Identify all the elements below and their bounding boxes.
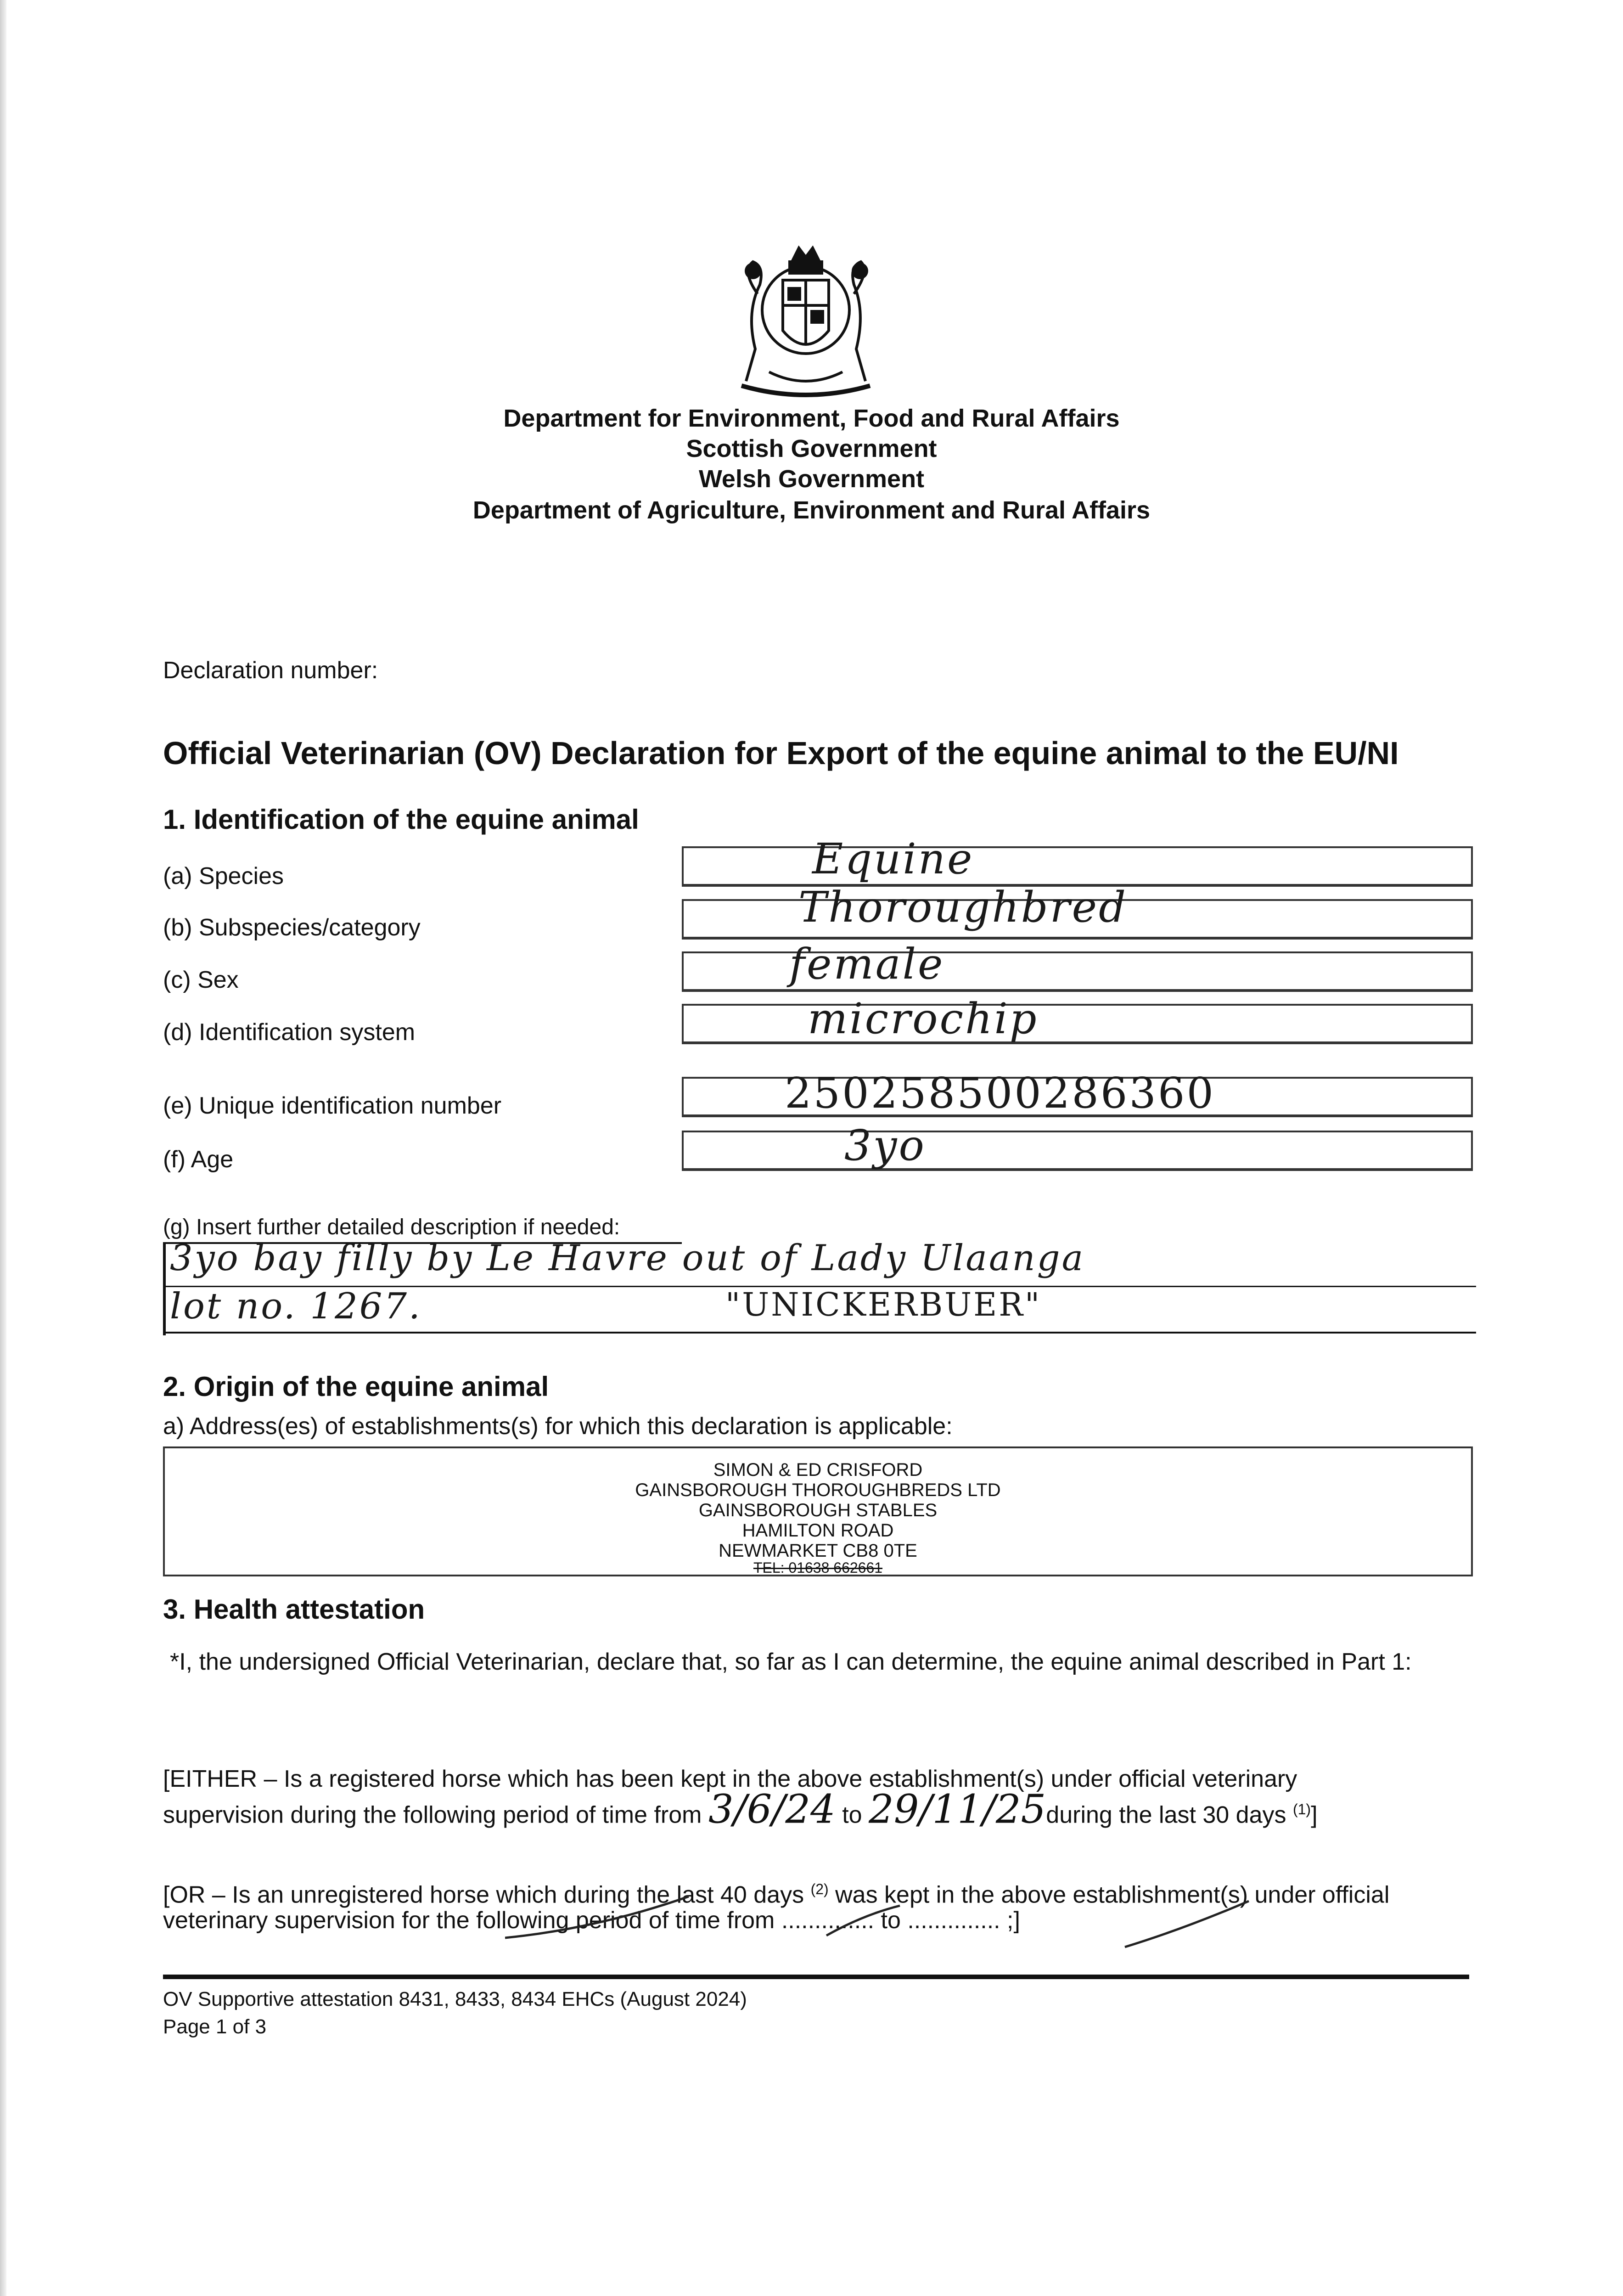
stamp-line: HAMILTON ROAD [742, 1520, 894, 1541]
subspecies-field[interactable] [682, 883, 1473, 940]
either-to-date: 29/11/25 [869, 1786, 1046, 1833]
attestation-intro: *I, the undersigned Official Veterinarian, declare that, so far as I can determine, the equine animal described in Part 1: [170, 1649, 1412, 1675]
unique-id-value: 250258500286360 [785, 1069, 1215, 1118]
either-text-a: supervision during the following period of time from [163, 1801, 702, 1829]
dept-scottish-government: Scottish Government [686, 435, 937, 462]
stamp-line: SIMON & ED CRISFORD [713, 1460, 923, 1480]
horse-name: "UNICKERBUER" [725, 1286, 1042, 1323]
further-description-line-2: lot no. 1267. [170, 1286, 422, 1327]
identification-system-label: (d) Identification system [163, 1019, 416, 1046]
section-1-heading: 1. Identification of the equine animal [163, 804, 639, 835]
royal-coat-of-arms-icon [714, 243, 898, 404]
section-3-heading: 3. Health attestation [163, 1594, 425, 1625]
unique-id-label: (e) Unique identification number [163, 1092, 502, 1119]
pen-strikethrough [505, 1878, 1515, 1952]
subspecies-value: Thoroughbred [798, 883, 1128, 932]
establishment-address-box [163, 1446, 1473, 1576]
either-close: ] [1311, 1801, 1318, 1829]
dept-welsh-government: Welsh Government [698, 465, 925, 493]
or-text-a: [OR – Is an unregistered horse which during the last 40 days [163, 1881, 804, 1908]
divider [163, 1332, 1476, 1334]
further-description-label: (g) Insert further detailed description if needed: [163, 1215, 620, 1239]
footer-rule [163, 1975, 1469, 1979]
identification-system-field[interactable] [682, 994, 1473, 1044]
species-label: (a) Species [163, 863, 284, 889]
footnote-2: (2) [810, 1881, 829, 1897]
either-line-2 [163, 1786, 1318, 1833]
unique-id-field[interactable] [682, 1069, 1473, 1118]
declaration-number-label: Declaration number: [163, 657, 378, 684]
age-value: 3yo [844, 1121, 926, 1170]
stamp-line: GAINSBOROUGH THOROUGHBREDS LTD [635, 1480, 1001, 1500]
page-number: Page 1 of 3 [163, 2015, 267, 2038]
stamp-line: TEL: 01638 662661 [753, 1559, 883, 1576]
page-title: Official Veterinarian (OV) Declaration for Export of the equine animal to the EU/NI [163, 735, 1399, 771]
section-2-subheading: a) Address(es) of establishments(s) for which this declaration is applicable: [163, 1413, 953, 1440]
either-line-1: [EITHER – Is a registered horse which has been kept in the above establishment(s) under official veterinary [163, 1766, 1297, 1792]
either-from-date: 3/6/24 [708, 1786, 836, 1833]
dept-defra: Department for Environment, Food and Rural Affairs [503, 405, 1120, 432]
divider [163, 1244, 166, 1335]
footnote-1: (1) [1292, 1801, 1311, 1818]
sex-value: female [789, 940, 945, 989]
sex-field[interactable] [682, 940, 1473, 992]
sex-label: (c) Sex [163, 967, 239, 993]
identification-system-value: microchip [808, 994, 1039, 1043]
stamp-line: GAINSBOROUGH STABLES [698, 1500, 938, 1520]
subspecies-label: (b) Subspecies/category [163, 914, 421, 941]
age-label: (f) Age [163, 1146, 234, 1173]
species-field[interactable] [682, 834, 1473, 887]
either-text-b: during the last 30 days [1046, 1801, 1286, 1829]
species-value: Equine [812, 834, 974, 884]
section-2-heading: 2. Origin of the equine animal [163, 1371, 549, 1402]
further-description-line-1: 3yo bay filly by Le Havre out of Lady Ulaanga [170, 1238, 1085, 1279]
or-text-b: was kept in the above establishment(s) under official [835, 1881, 1390, 1908]
dept-daera: Department of Agriculture, Environment and Rural Affairs [472, 496, 1151, 524]
scan-edge [0, 0, 6, 2296]
or-line-2: veterinary supervision for the following period of time from .............. to .............. ;] [163, 1907, 1020, 1934]
stamp-line: NEWMARKET CB8 0TE [719, 1541, 917, 1561]
footer-attestation: OV Supportive attestation 8431, 8433, 8434 EHCs (August 2024) [163, 1988, 747, 2010]
either-to-word: to [842, 1801, 862, 1829]
age-field[interactable] [682, 1121, 1473, 1171]
